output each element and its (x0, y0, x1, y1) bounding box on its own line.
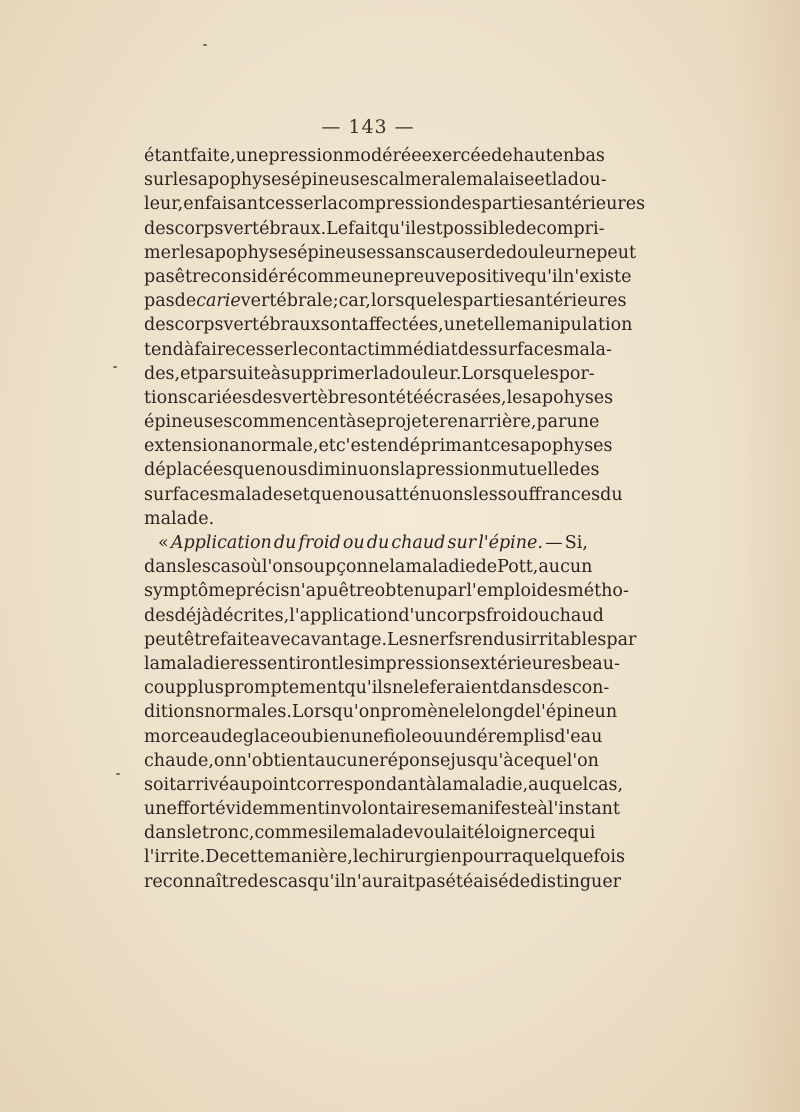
text-line: pas être considéré comme une preuve positive qu'il n'existe (144, 266, 632, 287)
text-line: leur, en faisant cesser la compression des parties antérieures (144, 194, 646, 215)
text-line: tend à faire cesser le contact immédiat des surfaces mala- (144, 339, 612, 360)
text-line: pas de carie vertébrale ; car, lorsque les parties antérieures (144, 291, 627, 312)
text-line: déplacées que nous diminuons la pression mutuelle des (144, 460, 600, 481)
text-line: un effort évidemment involontaire se manifeste à l'instant (144, 799, 620, 820)
paper-speck (116, 773, 120, 775)
text-line: des déjà décrites, l'application d'un corps froid ou chaud (144, 605, 604, 626)
text-line: des, et par suite à supprimer la douleur. Lorsque les por- (144, 363, 595, 384)
text-line: malade. (144, 508, 215, 529)
text-line: symptôme précis n'a pu être obtenu par l'emploi des métho- (144, 581, 629, 602)
text-line: tions cariées des vertèbres ont été écrasées, les apohyses (144, 387, 614, 408)
text-line: chaude, on n'obtient aucune réponse jusqu'à ce que l'on (144, 750, 599, 771)
text-line: soit arrivé au point correspondant à la maladie, auquel cas, (144, 774, 624, 795)
text-line: mer les apophyses épineuses sans causer de douleur ne peut (144, 242, 637, 263)
text-line: surfaces malades et que nous atténuons les souffrances du (144, 484, 623, 505)
text-line: extension anormale, et c'est en déprimant ces apophyses (144, 436, 613, 457)
text-line: épineuses commencent à se projeter en arrière, par une (144, 412, 600, 433)
paper-speck (113, 366, 117, 368)
text-line: ditions normales. Lorsqu'on promène le long de l'épine un (144, 702, 618, 723)
text-line: reconnaître des cas qu'il n'aurait pas été aisé de distinguer (144, 871, 622, 892)
text-line: morceau de glace ou bien une fiole ou un dé remplis d'eau (144, 726, 603, 747)
page-edge-shading (730, 0, 800, 1112)
page-number: — 143 — (321, 116, 415, 138)
text-line: étant faite, une pression modérée exercée de haut en bas (144, 146, 605, 166)
text-line: dans les cas où l'on soupçonne la maladie de Pott, aucun (144, 557, 593, 578)
text-line: dans le tronc, comme si le malade voulait éloigner ce qui (144, 823, 596, 844)
text-line: la maladie ressentiront les impressions extérieures beau- (144, 653, 620, 674)
text-line: sur les apophyses épineuses calmera le malaise et la dou- (144, 170, 607, 191)
body-text (144, 144, 646, 894)
text-line: des corps vertébraux. Le fait qu'il est possible de compri- (144, 218, 605, 239)
text-line: « Application du froid ou du chaud sur l'épine. — Si, (158, 533, 588, 553)
text-line: coup plus promptement qu'ils ne le feraient dans des con- (144, 678, 610, 699)
text-line: peut être faite avec avantage. Les nerfs rendus irritables par (144, 629, 637, 650)
paper-speck (203, 44, 207, 46)
text-line: des corps vertébraux sont affectées, une telle manipulation (144, 315, 633, 336)
text-line: l'irrite. De cette manière, le chirurgien pourra quelquefois (144, 847, 625, 868)
